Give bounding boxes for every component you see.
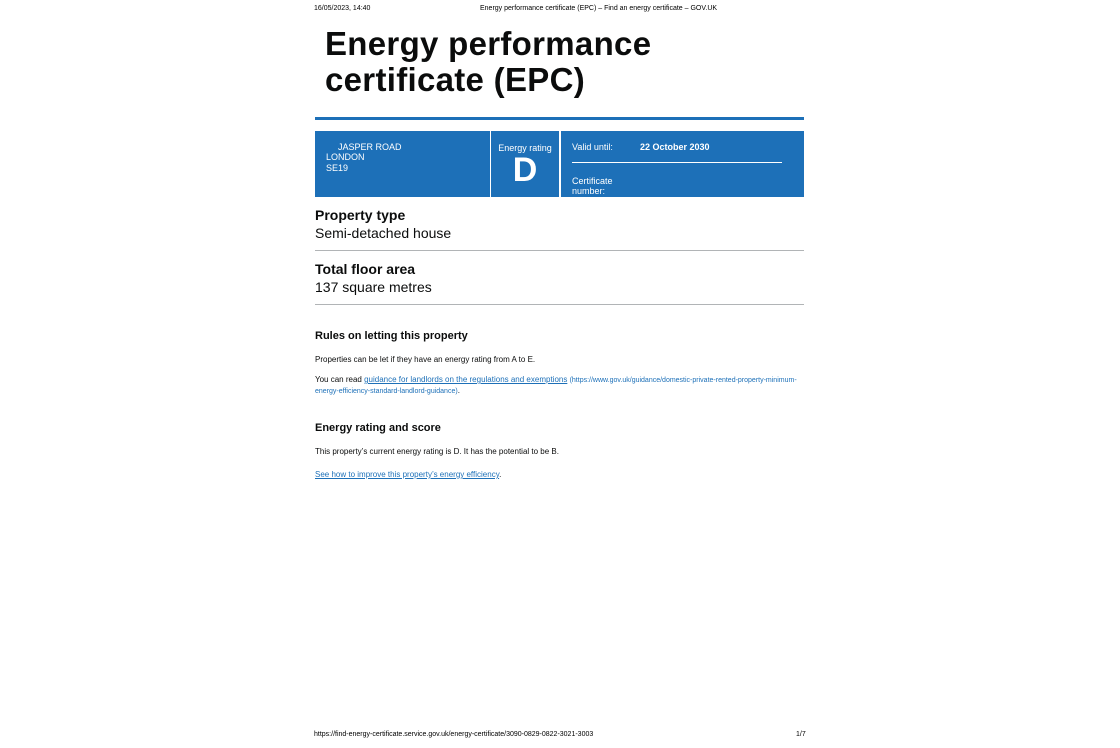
paragraph-suffix: . xyxy=(457,386,460,395)
address-town: LONDON xyxy=(326,152,365,162)
improve-paragraph xyxy=(315,470,804,480)
certificate-number-label: Certificate number: xyxy=(572,176,613,196)
landlord-guidance-url: (https://www.gov.uk/guidance/domestic-private-rented-property-minimum-energy-efficiency-standard-landlord-guidance) xyxy=(315,377,797,395)
print-footer-url: https://find-energy-certificate.service.gov.uk/energy-certificate/3090-0829-0822-3021-3003 xyxy=(314,731,594,738)
paragraph-suffix: . xyxy=(499,470,502,479)
valid-until-date: 22 October 2030 xyxy=(640,142,710,152)
floor-area-value: 137 square metres xyxy=(315,279,432,295)
property-type-value: Semi-detached house xyxy=(315,225,452,241)
print-document-title: Energy performance certificate (EPC) – Find an energy certificate – GOV.UK xyxy=(480,5,718,12)
property-type-label: Property type xyxy=(315,207,406,223)
energy-rating-text: This property’s current energy rating is D. It has the potential to be B. xyxy=(315,447,559,456)
certificate-details-panel xyxy=(561,131,804,197)
energy-rating-panel xyxy=(491,131,559,197)
landlord-guidance-link[interactable]: guidance for landlords on the regulations and exemptions xyxy=(364,375,568,384)
print-page-number: 1/7 xyxy=(796,731,806,738)
print-header xyxy=(0,5,1120,15)
page-title: Energy performance certificate (EPC) xyxy=(325,25,652,98)
address-postcode: SE19 xyxy=(326,163,349,173)
print-date: 16/05/2023, 14:40 xyxy=(314,5,371,12)
read-prefix: You can read xyxy=(315,375,362,384)
title-divider xyxy=(315,117,804,120)
landlord-guidance-paragraph xyxy=(315,375,804,397)
address-street: JASPER ROAD xyxy=(338,142,402,152)
address-panel xyxy=(315,131,490,197)
letting-rules-heading: Rules on letting this property xyxy=(315,330,468,342)
energy-rating-letter: D xyxy=(512,151,538,189)
summary-divider xyxy=(315,304,804,305)
energy-rating-label: Energy rating xyxy=(498,143,552,153)
summary-divider xyxy=(315,250,804,251)
certificate-divider xyxy=(572,162,782,163)
valid-until-label: Valid until: xyxy=(572,142,613,152)
letting-rules-text: Properties can be let if they have an energy rating from A to E. xyxy=(315,355,536,364)
energy-rating-heading: Energy rating and score xyxy=(315,422,441,434)
floor-area-label: Total floor area xyxy=(315,261,416,277)
improve-efficiency-link[interactable]: See how to improve this property’s energy efficiency xyxy=(315,470,500,479)
